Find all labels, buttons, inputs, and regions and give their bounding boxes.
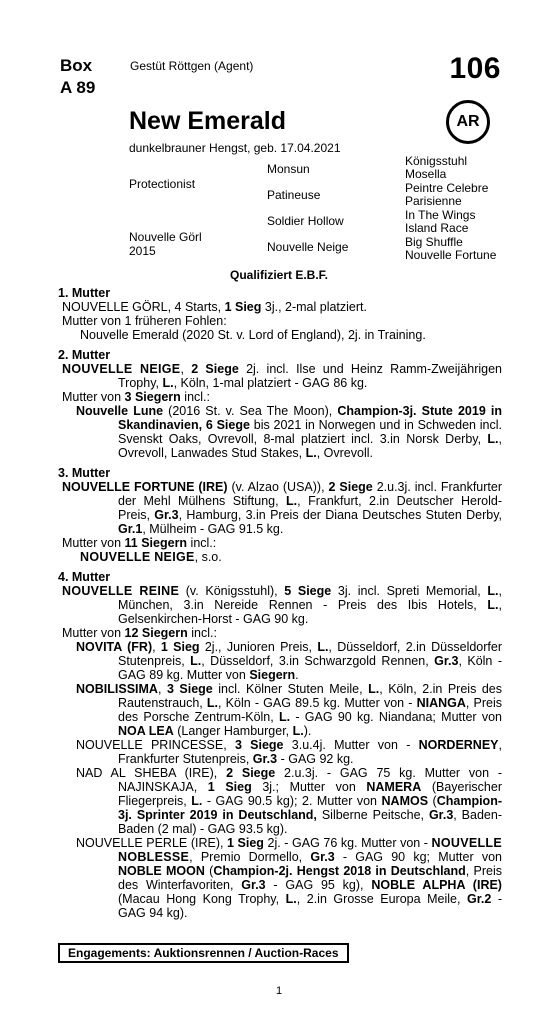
qualification: Qualifiziert E.B.F.	[229, 268, 328, 282]
pedigree-gg-3: Peintre Celebre	[405, 181, 489, 195]
dam-line-text	[58, 286, 502, 920]
engagements-box: Engagements: Auktionsrennen / Auction-Races	[58, 943, 349, 963]
pedigree-gg-6: Island Race	[405, 221, 469, 235]
pedigree-gg-8: Nouvelle Fortune	[405, 248, 497, 262]
pedigree-sire: Protectionist	[129, 177, 196, 191]
box-line-2: A 89	[60, 78, 96, 97]
pedigree-sire-sire: Monsun	[267, 162, 310, 176]
section-second-dam: 2. Mutter	[58, 348, 111, 362]
fourth-dam-record: NOUVELLE REINE (v. Königsstuhl), 5 Siege 3j. incl. Spreti Memorial, L., München, 3.in Nereide Rennen - Preis des Ibis Hotels, L., Gelsenkirchen-Horst - GAG 90 kg.	[62, 584, 502, 626]
pedigree-sire-dam: Patineuse	[267, 188, 321, 202]
first-dam-record: NOUVELLE GÖRL, 4 Starts, 1 Sieg 3j., 2-mal platziert.	[62, 300, 367, 314]
fourth-dam-produce-2: NOBILISSIMA, 3 Siege incl. Kölner Stuten Meile, L., Köln, 2.in Preis des Rautenstrauch, L., Köln - GAG 89.5 kg. Mutter von - NIANGA, Preis des Porsche Zentrum-Köln, L. - GAG 90 kg. Niandana; Mutter von NOA LEA (Langer Hamburger, L.).	[76, 682, 502, 738]
first-dam-foals-heading: Mutter von 1 früheren Fohlen:	[62, 314, 227, 328]
fourth-dam-produce-5: NOUVELLE PERLE (IRE), 1 Sieg 2j. - GAG 76 kg. Mutter von - NOUVELLE NOBLESSE, Premio Dormello, Gr.3 - GAG 90 kg; Mutter von NOBLE MOON (Champion-2j. Hengst 2018 in Deutschland, Preis des Winterfavoriten, Gr.3 - GAG 95 kg), NOBLE ALPHA (IRE) (Macau Hong Kong Trophy, L., 2.in Grosse Europa Meile, Gr.2 - GAG 94 kg).	[76, 836, 503, 920]
ar-badge: AR	[446, 100, 490, 144]
horse-name: New Emerald	[129, 107, 287, 135]
lot-number: 106	[449, 52, 501, 85]
pedigree-gg-7: Big Shuffle	[405, 235, 463, 249]
third-dam-winners-heading: Mutter von 11 Siegern incl.:	[62, 536, 217, 550]
second-dam-record: NOUVELLE NEIGE, 2 Siege 2j. incl. Ilse und Heinz Ramm-Zweijährigen Trophy, L., Köln, 1-mal platziert - GAG 86 kg.	[62, 362, 502, 390]
section-fourth-dam: 4. Mutter	[58, 570, 111, 584]
pedigree-dam-year: 2015	[129, 244, 156, 258]
pedigree-dam-sire: Soldier Hollow	[267, 214, 344, 228]
section-first-dam: 1. Mutter	[58, 286, 111, 300]
third-dam-record: NOUVELLE FORTUNE (IRE) (v. Alzao (USA)), 2 Siege 2.u.3j. incl. Frankfurter der Mehl Mülhens Stiftung, L., Frankfurt, 2.in Deutscher Herold-Preis, Gr.3, Hamburg, 3.in Preis der Diana Deutsches Stuten Derby, Gr.1, Mülheim - GAG 91.5 kg.	[62, 480, 503, 536]
pedigree-gg-1: Königsstuhl	[405, 154, 468, 168]
first-dam-foal: Nouvelle Emerald (2020 St. v. Lord of England), 2j. in Training.	[80, 328, 426, 342]
fourth-dam-produce-1: NOVITA (FR), 1 Sieg 2j., Junioren Preis, L., Düsseldorf, 2.in Düsseldorfer Stutenpreis, L., Düsseldorf, 3.in Schwarzgold Rennen, Gr.3, Köln - GAG 89 kg. Mutter von Siegern.	[76, 640, 503, 682]
horse-description: dunkelbrauner Hengst, geb. 17.04.2021	[129, 141, 341, 155]
box-line-1: Box	[60, 56, 93, 75]
pedigree-gg-5: In The Wings	[405, 208, 476, 222]
fourth-dam-winners-heading: Mutter von 12 Siegern incl.:	[62, 626, 217, 640]
agent-name: Gestüt Röttgen (Agent)	[130, 59, 254, 73]
page-number: 1	[275, 985, 283, 997]
section-third-dam: 3. Mutter	[58, 466, 111, 480]
second-dam-produce-1: Nouvelle Lune (2016 St. v. Sea The Moon), Champion-3j. Stute 2019 in Skandinavien, 6 Siege bis 2021 in Norwegen und in Schweden incl. Svenskt Oaks, Ovrevoll, 8-mal platziert incl. 3.in Norsk Derby, L., Ovrevoll, Lanwades Stud Stakes, L., Ovrevoll.	[76, 404, 502, 460]
pedigree-dam-dam: Nouvelle Neige	[267, 240, 349, 254]
pedigree-gg-2: Mosella	[405, 167, 447, 181]
pedigree-gg-4: Parisienne	[405, 194, 462, 208]
fourth-dam-produce-4: NAD AL SHEBA (IRE), 2 Siege 2.u.3j. - GAG 75 kg. Mutter von - NAJINSKAJA, 1 Sieg 3j.; Mutter von NAMERA (Bayerischer Fliegerpreis, L. - GAG 90.5 kg); 2. Mutter von NAMOS (Champion-3j. Sprinter 2019 in Deutschland, Silberne Peitsche, Gr.3, Baden-Baden (2 mal) - GAG 93.5 kg).	[76, 766, 503, 836]
pedigree-dam: Nouvelle Görl	[129, 230, 202, 244]
third-dam-produce-1: NOUVELLE NEIGE, s.o.	[80, 550, 222, 564]
second-dam-winners-heading: Mutter von 3 Siegern incl.:	[62, 390, 210, 404]
box-label	[60, 55, 95, 99]
fourth-dam-produce-3: NOUVELLE PRINCESSE, 3 Siege 3.u.4j. Mutter von - NORDERNEY, Frankfurter Stutenpreis, Gr.3 - GAG 92 kg.	[76, 738, 502, 766]
